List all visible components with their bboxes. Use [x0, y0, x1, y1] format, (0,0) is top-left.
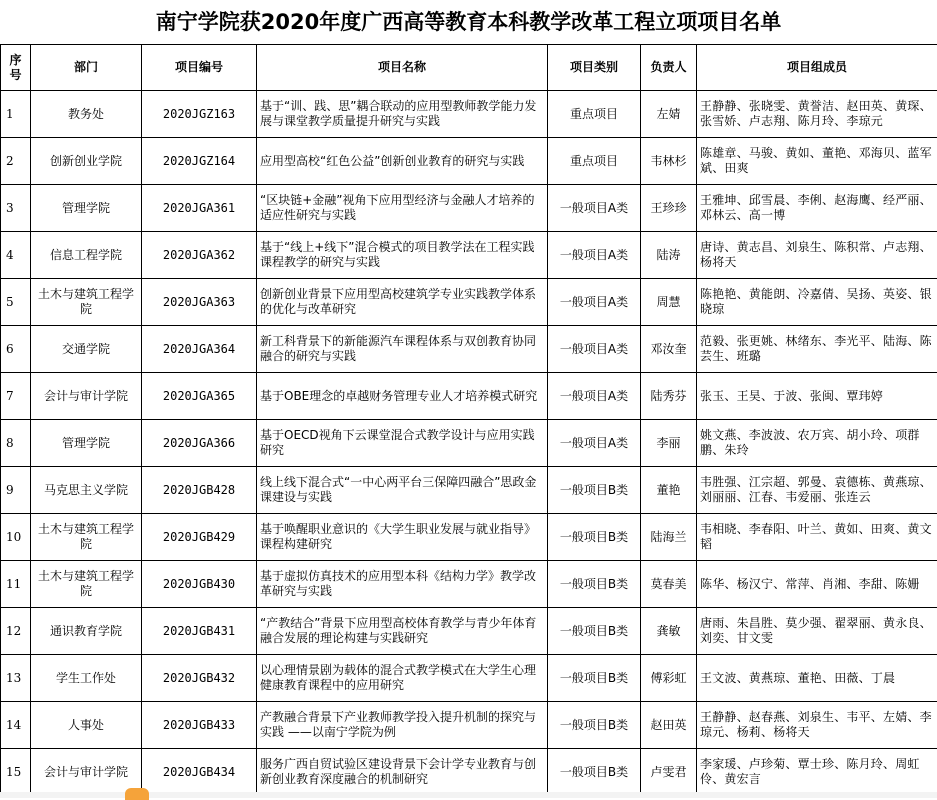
cell-seq: 4: [1, 232, 31, 279]
cell-lead: 王珍珍: [641, 185, 697, 232]
cell-code: 2020JGA361: [142, 185, 257, 232]
cell-name: 基于“训、践、思”耦合联动的应用型教师教学能力发展与课堂教学质量提升研究与实践: [257, 91, 548, 138]
cell-code: 2020JGB429: [142, 514, 257, 561]
cell-members: 韦胜强、江宗超、郭曼、袁德栋、黄燕琼、刘丽丽、江春、韦爱丽、张连云: [697, 467, 937, 514]
cell-lead: 陆秀芬: [641, 373, 697, 420]
cell-name: 基于OECD视角下云课堂混合式教学设计与应用实践研究: [257, 420, 548, 467]
table-row: [1, 326, 937, 373]
cell-dept: 会计与审计学院: [31, 373, 142, 420]
cell-seq: 10: [1, 514, 31, 561]
cell-seq: 7: [1, 373, 31, 420]
cell-dept: 信息工程学院: [31, 232, 142, 279]
cell-name: 创新创业背景下应用型高校建筑学专业实践教学体系的优化与改革研究: [257, 279, 548, 326]
cell-members: 陈艳艳、黄能朗、冷嘉倩、吴扬、英姿、银晓琼: [697, 279, 937, 326]
cell-seq: 5: [1, 279, 31, 326]
cell-code: 2020JGB434: [142, 749, 257, 796]
cell-code: 2020JGZ163: [142, 91, 257, 138]
cell-type: 一般项目B类: [548, 749, 641, 796]
cell-name: 线上线下混合式“一中心两平台三保障四融合”思政金课建设与实践: [257, 467, 548, 514]
cell-members: 李家瑗、卢珍菊、覃士珍、陈月玲、周虹伶、黄宏言: [697, 749, 937, 796]
table-row: [1, 279, 937, 326]
cell-lead: 傅彩虹: [641, 655, 697, 702]
cell-name: 基于“线上+线下”混合模式的项目教学法在工程实践课程教学的研究与实践: [257, 232, 548, 279]
cell-members: 王雅坤、邱雪晨、李俐、赵海鹰、经严丽、邓林云、高一博: [697, 185, 937, 232]
table-row: [1, 514, 937, 561]
cell-name: 产教融合背景下产业教师教学投入提升机制的探究与实践 ——以南宁学院为例: [257, 702, 548, 749]
cell-type: 一般项目A类: [548, 279, 641, 326]
cell-members: 张玉、王昊、于波、张闽、覃玮婷: [697, 373, 937, 420]
cell-code: 2020JGA365: [142, 373, 257, 420]
cell-members: 唐诗、黄志昌、刘泉生、陈积常、卢志翔、杨将天: [697, 232, 937, 279]
cell-lead: 龚敏: [641, 608, 697, 655]
page-title: 南宁学院获2020年度广西高等教育本科教学改革工程立项项目名单: [0, 0, 937, 44]
cell-type: 一般项目B类: [548, 467, 641, 514]
cell-name: 新工科背景下的新能源汽车课程体系与双创教育协同融合的研究与实践: [257, 326, 548, 373]
cell-members: 唐雨、朱昌胜、莫少强、翟翠丽、黄永良、刘奕、甘文雯: [697, 608, 937, 655]
cell-dept: 会计与审计学院: [31, 749, 142, 796]
cell-dept: 马克思主义学院: [31, 467, 142, 514]
table-row: [1, 467, 937, 514]
cell-dept: 交通学院: [31, 326, 142, 373]
header-lead: 负责人: [641, 45, 697, 91]
cell-code: 2020JGB428: [142, 467, 257, 514]
cell-lead: 邓汝奎: [641, 326, 697, 373]
cell-seq: 15: [1, 749, 31, 796]
cell-name: 应用型高校“红色公益”创新创业教育的研究与实践: [257, 138, 548, 185]
cell-type: 一般项目A类: [548, 420, 641, 467]
cell-dept: 土木与建筑工程学院: [31, 514, 142, 561]
cell-type: 一般项目A类: [548, 373, 641, 420]
cell-members: 王静静、张晓雯、黄誉洁、赵田英、黄琛、张雪娇、卢志翔、陈月玲、李琼元: [697, 91, 937, 138]
cell-type: 一般项目A类: [548, 232, 641, 279]
cell-lead: 韦林杉: [641, 138, 697, 185]
table-row: [1, 138, 937, 185]
table-row: [1, 91, 937, 138]
table-row: [1, 655, 937, 702]
cell-dept: 学生工作处: [31, 655, 142, 702]
cell-lead: 董艳: [641, 467, 697, 514]
cell-dept: 通识教育学院: [31, 608, 142, 655]
cell-name: 以心理情景剧为载体的混合式教学模式在大学生心理健康教育课程中的应用研究: [257, 655, 548, 702]
table-row: [1, 232, 937, 279]
cell-seq: 11: [1, 561, 31, 608]
cell-lead: 陆海兰: [641, 514, 697, 561]
cell-seq: 3: [1, 185, 31, 232]
cell-type: 一般项目A类: [548, 326, 641, 373]
cell-name: 基于唤醒职业意识的《大学生职业发展与就业指导》课程构建研究: [257, 514, 548, 561]
project-table: [0, 44, 937, 796]
cell-seq: 1: [1, 91, 31, 138]
cell-type: 一般项目B类: [548, 608, 641, 655]
header-type: 项目类别: [548, 45, 641, 91]
cell-code: 2020JGB432: [142, 655, 257, 702]
table-header-row: [1, 45, 937, 91]
cell-type: 一般项目B类: [548, 561, 641, 608]
cell-name: 基于OBE理念的卓越财务管理专业人才培养模式研究: [257, 373, 548, 420]
cell-code: 2020JGA362: [142, 232, 257, 279]
cell-code: 2020JGA363: [142, 279, 257, 326]
taskbar-app-icon[interactable]: [125, 788, 149, 800]
cell-dept: 管理学院: [31, 185, 142, 232]
table-row: [1, 420, 937, 467]
cell-lead: 左婧: [641, 91, 697, 138]
cell-name: “区块链+金融”视角下应用型经济与金融人才培养的适应性研究与实践: [257, 185, 548, 232]
cell-type: 重点项目: [548, 138, 641, 185]
cell-name: 基于虚拟仿真技术的应用型本科《结构力学》教学改革研究与实践: [257, 561, 548, 608]
cell-dept: 管理学院: [31, 420, 142, 467]
cell-members: 王静静、赵春燕、刘泉生、韦平、左婧、李琼元、杨莉、杨将天: [697, 702, 937, 749]
header-name: 项目名称: [257, 45, 548, 91]
cell-code: 2020JGB431: [142, 608, 257, 655]
cell-name: 服务广西自贸试验区建设背景下会计学专业教育与创新创业教育深度融合的机制研究: [257, 749, 548, 796]
cell-type: 一般项目B类: [548, 514, 641, 561]
cell-seq: 2: [1, 138, 31, 185]
cell-code: 2020JGA364: [142, 326, 257, 373]
cell-dept: 土木与建筑工程学院: [31, 561, 142, 608]
cell-type: 一般项目B类: [548, 702, 641, 749]
cell-type: 重点项目: [548, 91, 641, 138]
header-dept: 部门: [31, 45, 142, 91]
cell-seq: 9: [1, 467, 31, 514]
cell-seq: 13: [1, 655, 31, 702]
cell-seq: 8: [1, 420, 31, 467]
table-row: [1, 185, 937, 232]
cell-code: 2020JGZ164: [142, 138, 257, 185]
cell-members: 陈雄章、马骏、黄如、董艳、邓海贝、蓝军斌、田爽: [697, 138, 937, 185]
cell-lead: 陆涛: [641, 232, 697, 279]
cell-lead: 莫春美: [641, 561, 697, 608]
cell-lead: 李丽: [641, 420, 697, 467]
table-row: [1, 702, 937, 749]
cell-name: “产教结合”背景下应用型高校体育教学与青少年体育融合发展的理论构建与实践研究: [257, 608, 548, 655]
cell-code: 2020JGA366: [142, 420, 257, 467]
cell-members: 王文波、黄燕琼、董艳、田薇、丁晨: [697, 655, 937, 702]
cell-seq: 6: [1, 326, 31, 373]
cell-lead: 卢雯君: [641, 749, 697, 796]
header-code: 项目编号: [142, 45, 257, 91]
cell-seq: 12: [1, 608, 31, 655]
cell-type: 一般项目A类: [548, 185, 641, 232]
cell-type: 一般项目B类: [548, 655, 641, 702]
table-row: [1, 608, 937, 655]
cell-members: 范毅、张更姚、林绪东、李光平、陆海、陈芸生、班璐: [697, 326, 937, 373]
cell-dept: 教务处: [31, 91, 142, 138]
cell-members: 韦相晓、李春阳、叶兰、黄如、田爽、黄文韬: [697, 514, 937, 561]
header-members: 项目组成员: [697, 45, 937, 91]
cell-lead: 赵田英: [641, 702, 697, 749]
cell-members: 姚文燕、李波波、农万宾、胡小玲、项群鹏、朱玲: [697, 420, 937, 467]
cell-lead: 周慧: [641, 279, 697, 326]
header-seq: 序号: [1, 45, 31, 91]
cell-seq: 14: [1, 702, 31, 749]
table-row: [1, 561, 937, 608]
cell-dept: 创新创业学院: [31, 138, 142, 185]
cell-code: 2020JGB430: [142, 561, 257, 608]
table-row: [1, 373, 937, 420]
cell-members: 陈华、杨汉宁、常萍、肖湘、李甜、陈姗: [697, 561, 937, 608]
cell-dept: 土木与建筑工程学院: [31, 279, 142, 326]
cell-code: 2020JGB433: [142, 702, 257, 749]
cell-dept: 人事处: [31, 702, 142, 749]
